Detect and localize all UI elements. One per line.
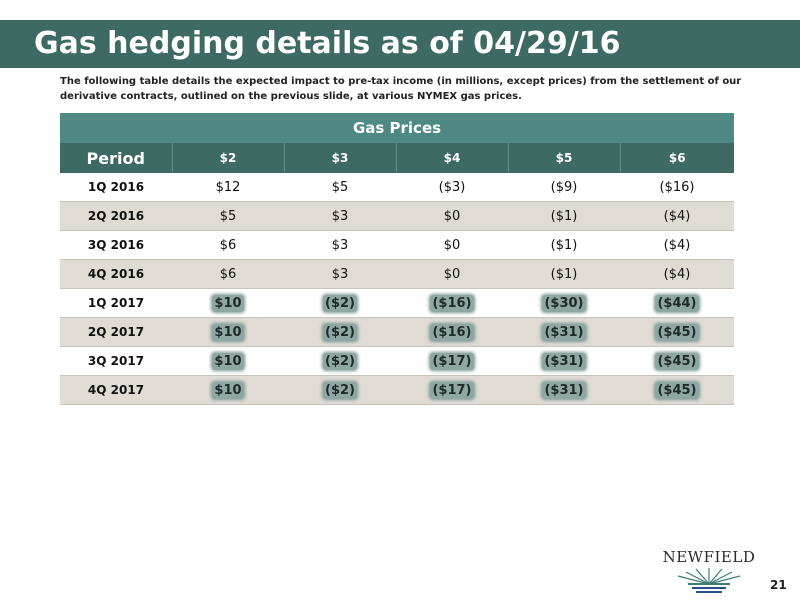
- table-row: [60, 231, 734, 260]
- value-cell: [508, 376, 620, 405]
- value-text: $3: [331, 237, 349, 253]
- value-cell: [620, 289, 734, 318]
- column-header-period: Period: [60, 143, 172, 173]
- column-header-price: $3: [284, 143, 396, 173]
- column-header-row: [60, 143, 734, 173]
- group-header-row: [60, 113, 734, 143]
- value-text: $10: [214, 353, 242, 369]
- value-cell: [284, 347, 396, 376]
- value-text: $5: [331, 179, 349, 195]
- value-cell: [172, 289, 284, 318]
- value-cell: [508, 289, 620, 318]
- value-text: ($45): [657, 382, 697, 398]
- value-text: ($4): [663, 237, 691, 253]
- value-cell: [284, 260, 396, 289]
- value-cell: [620, 202, 734, 231]
- value-text: $3: [331, 208, 349, 224]
- period-cell: 4Q 2017: [60, 376, 172, 405]
- value-cell: [620, 173, 734, 202]
- value-cell: [396, 376, 508, 405]
- value-cell: [508, 318, 620, 347]
- gas-hedging-table: [60, 113, 734, 405]
- value-text: $0: [443, 237, 461, 253]
- value-cell: [508, 260, 620, 289]
- value-text: ($3): [438, 179, 466, 195]
- value-text: ($31): [544, 324, 584, 340]
- column-header-price: $2: [172, 143, 284, 173]
- table-row: [60, 347, 734, 376]
- value-text: ($2): [325, 324, 355, 340]
- value-cell: [284, 202, 396, 231]
- column-header-price: $6: [620, 143, 734, 173]
- newfield-logo: [658, 548, 760, 596]
- value-text: ($4): [663, 266, 691, 282]
- value-text: $0: [443, 208, 461, 224]
- period-cell: 1Q 2016: [60, 173, 172, 202]
- table-row: [60, 173, 734, 202]
- value-cell: [508, 173, 620, 202]
- value-cell: [396, 173, 508, 202]
- page-title: Gas hedging details as of 04/29/16: [34, 26, 621, 61]
- page-number: 21: [770, 578, 787, 592]
- value-cell: [284, 318, 396, 347]
- value-text: ($1): [550, 237, 578, 253]
- value-cell: [284, 289, 396, 318]
- value-cell: [508, 202, 620, 231]
- value-text: ($1): [550, 266, 578, 282]
- value-cell: [172, 231, 284, 260]
- value-cell: [284, 376, 396, 405]
- period-cell: 3Q 2017: [60, 347, 172, 376]
- value-text: ($2): [325, 353, 355, 369]
- value-text: ($1): [550, 208, 578, 224]
- value-text: $3: [331, 266, 349, 282]
- value-text: ($16): [432, 295, 472, 311]
- value-text: ($9): [550, 179, 578, 195]
- value-text: $10: [214, 382, 242, 398]
- value-cell: [284, 231, 396, 260]
- value-text: $10: [214, 324, 242, 340]
- value-cell: [396, 202, 508, 231]
- value-cell: [396, 260, 508, 289]
- table-row: [60, 376, 734, 405]
- table-row: [60, 202, 734, 231]
- value-cell: [172, 202, 284, 231]
- group-header-gas-prices: Gas Prices: [60, 113, 734, 143]
- value-text: ($16): [659, 179, 695, 195]
- value-cell: [396, 318, 508, 347]
- value-cell: [508, 347, 620, 376]
- value-text: $0: [443, 266, 461, 282]
- value-text: ($4): [663, 208, 691, 224]
- value-text: $12: [215, 179, 241, 195]
- value-text: $5: [219, 208, 237, 224]
- value-text: ($44): [657, 295, 697, 311]
- period-cell: 2Q 2017: [60, 318, 172, 347]
- value-text: ($17): [432, 382, 472, 398]
- value-text: $10: [214, 295, 242, 311]
- value-cell: [172, 347, 284, 376]
- value-cell: [620, 318, 734, 347]
- value-cell: [172, 260, 284, 289]
- value-text: ($17): [432, 353, 472, 369]
- value-text: $6: [219, 237, 237, 253]
- table-row: [60, 289, 734, 318]
- value-cell: [396, 231, 508, 260]
- value-cell: [620, 260, 734, 289]
- value-text: $6: [219, 266, 237, 282]
- newfield-sunrise-logo-icon: [658, 548, 760, 596]
- intro-text: The following table details the expected impact to pre-tax income (in millions, except prices) from the settlement of our derivative contracts, outlined on the previous slide, at various NYMEX gas prices.: [60, 76, 742, 102]
- value-cell: [172, 318, 284, 347]
- value-cell: [508, 231, 620, 260]
- value-cell: [620, 376, 734, 405]
- value-text: ($31): [544, 382, 584, 398]
- value-cell: [396, 347, 508, 376]
- value-text: ($2): [325, 295, 355, 311]
- value-text: ($31): [544, 353, 584, 369]
- value-cell: [396, 289, 508, 318]
- logo-wordmark: NEWFIELD: [662, 548, 756, 566]
- value-text: ($2): [325, 382, 355, 398]
- period-cell: 3Q 2016: [60, 231, 172, 260]
- table-row: [60, 260, 734, 289]
- column-header-price: $5: [508, 143, 620, 173]
- value-cell: [620, 231, 734, 260]
- value-text: ($16): [432, 324, 472, 340]
- value-cell: [172, 173, 284, 202]
- value-cell: [620, 347, 734, 376]
- value-cell: [284, 173, 396, 202]
- value-text: ($45): [657, 324, 697, 340]
- period-cell: 4Q 2016: [60, 260, 172, 289]
- value-text: ($45): [657, 353, 697, 369]
- column-header-price: $4: [396, 143, 508, 173]
- title-bar: [0, 20, 800, 68]
- value-cell: [172, 376, 284, 405]
- period-cell: 1Q 2017: [60, 289, 172, 318]
- value-text: ($30): [544, 295, 584, 311]
- table-row: [60, 318, 734, 347]
- period-cell: 2Q 2016: [60, 202, 172, 231]
